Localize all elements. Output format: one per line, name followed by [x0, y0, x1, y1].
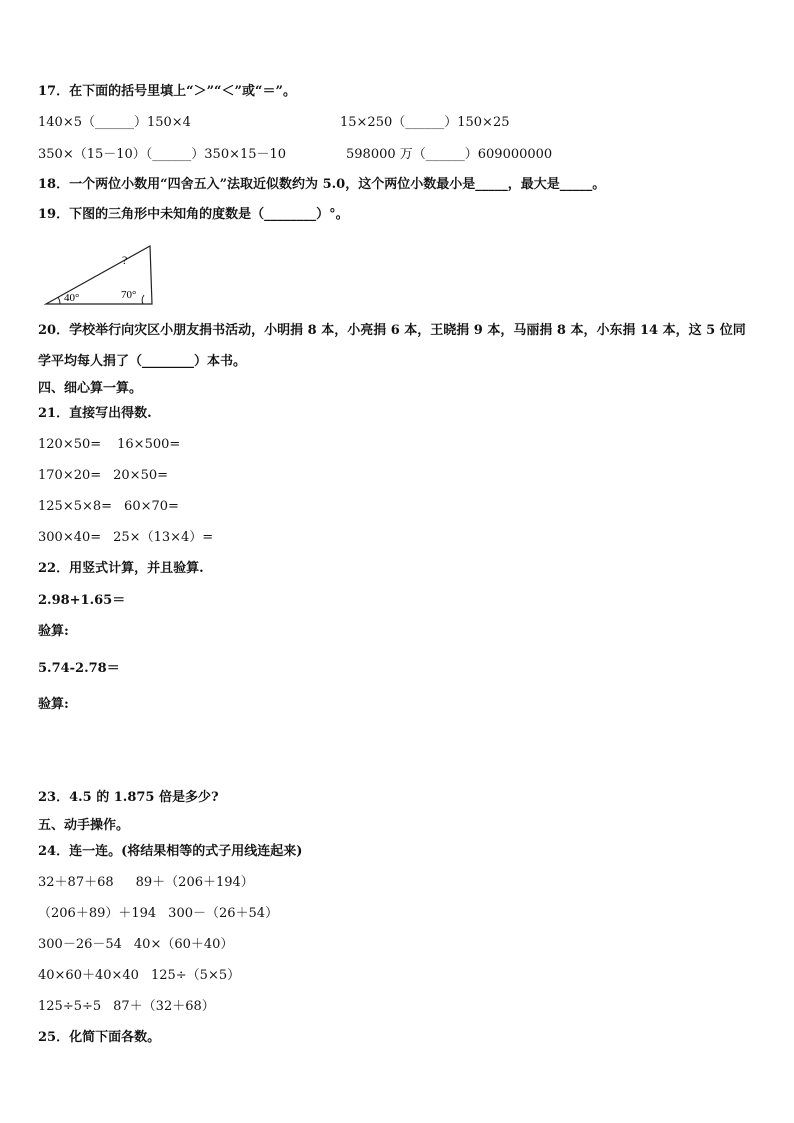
angle-arc-right — [142, 295, 144, 304]
q21-right: 16×500= — [117, 437, 181, 452]
q24-left: 32＋87＋68 — [38, 875, 114, 890]
q24-row — [38, 875, 254, 891]
angle-right-label: 70° — [121, 289, 137, 301]
q21-left: 170×20= — [38, 468, 102, 483]
q21-right: 60×70= — [124, 499, 179, 514]
q19-text: 19．下图的三角形中未知角的度数是（________）°。 — [38, 207, 349, 222]
q22-expr2: 5.74-2.78＝ — [38, 661, 120, 676]
triangle-figure — [44, 240, 156, 308]
section4-title: 四、细心算一算。 — [38, 381, 143, 396]
angle-unknown-label: ? — [122, 253, 128, 267]
q24-row — [38, 999, 215, 1015]
q20-line1: 20．学校举行向灾区小朋友捐书活动，小明捐 8 本，小亮捐 6 本，王晓捐 9 本，马丽捐 8 本，小东捐 14 本，这 5 位同 — [38, 323, 746, 338]
q24-right: 89＋（206＋194） — [135, 875, 254, 890]
angle-left-label: 40° — [64, 292, 80, 304]
q17-row2-right: 598000 万（______）609000000 — [346, 147, 553, 162]
q21-row — [38, 530, 213, 546]
q24-left: 300－26－54 — [38, 937, 122, 952]
q24-right: 300－（26＋54） — [168, 906, 279, 921]
section5-title: 五、动手操作。 — [38, 818, 130, 833]
q22-check1: 验算: — [38, 624, 69, 639]
q21-right: 25×（13×4）= — [113, 530, 214, 545]
q21-left: 125×5×8= — [38, 499, 113, 514]
q17-title: 17．在下面的括号里填上“＞”“＜”或“＝”。 — [38, 84, 296, 99]
q21-left: 300×40= — [38, 530, 102, 545]
angle-arc-left — [58, 297, 60, 304]
q17-row1-right: 15×250（______）150×25 — [340, 115, 510, 130]
q22-check2: 验算: — [38, 697, 69, 712]
q24-left: （206＋89）＋194 — [38, 906, 157, 921]
q24-right: 40×（60＋40） — [133, 937, 234, 952]
q21-row — [38, 437, 180, 453]
q21-right: 20×50= — [113, 468, 169, 483]
q21-row — [38, 468, 168, 484]
q24-row — [38, 906, 278, 922]
q20-line2: 学平均每人捐了（________）本书。 — [38, 354, 247, 369]
q18-text: 18．一个两位小数用“四舍五入”法取近似数约为 5.0，这个两位小数最小是_____，最大是_____。 — [38, 177, 606, 192]
q17-row1-left: 140×5（______）150×4 — [38, 115, 191, 130]
q24-row — [38, 968, 240, 984]
q24-left: 40×60＋40×40 — [38, 968, 139, 983]
q24-left: 125÷5÷5 — [38, 999, 102, 1014]
q21-row — [38, 499, 179, 515]
q25-text: 25．化简下面各数。 — [38, 1030, 161, 1045]
q21-title: 21．直接写出得数. — [38, 406, 152, 421]
q21-left: 120×50= — [38, 437, 102, 452]
q22-title: 22．用竖式计算，并且验算. — [38, 561, 204, 576]
q24-right: 125÷（5×5） — [150, 968, 241, 983]
q22-expr1: 2.98+1.65＝ — [38, 593, 126, 608]
q24-row — [38, 937, 233, 953]
q24-right: 87＋（32＋68） — [113, 999, 215, 1014]
q24-title: 24．连一连。(将结果相等的式子用线连起来) — [38, 844, 303, 859]
q17-row2-left: 350×（15－10）（______）350×15－10 — [38, 147, 287, 162]
q23-text: 23．4.5 的 1.875 倍是多少? — [38, 790, 219, 805]
